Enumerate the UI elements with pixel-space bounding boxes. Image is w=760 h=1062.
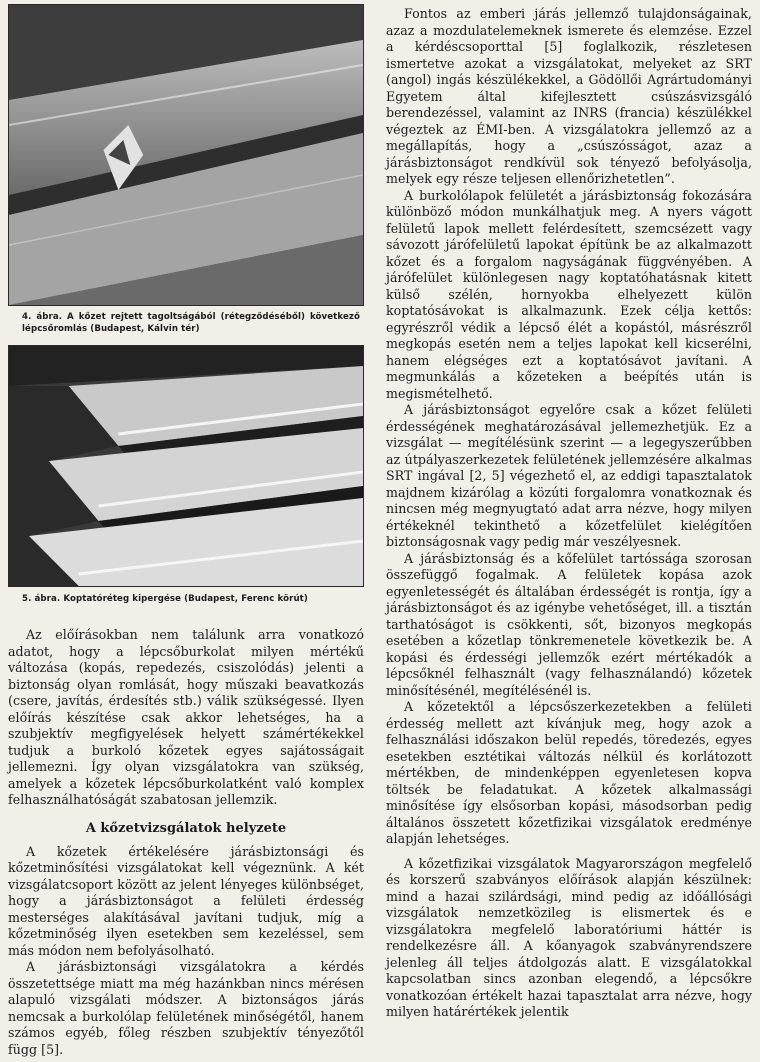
paragraph: A járásbiztonsági vizsgálatokra a kérdés összetettsége miatt ma még hazánkban nincs mérésen alapuló vizsgálati módszer. A biztonságos járás nemcsak a burkolólap felületének minőségétől, hanem számos egyéb, főleg részben szubjektív tényezőtől függ [5].: [8, 959, 364, 1057]
figure-4-photo: [8, 4, 364, 306]
left-text-body: [8, 627, 364, 1058]
paragraph: A burkolólapok felületét a járásbiztonság fokozására különböző módon munkálhatjuk meg. A nyers vágott felületű lapok mellett felérdesített, szemcsézett vagy sávozott járófelületű lapokat építünk be az alkalmazott kőzet és a forgalom nagyságának függvényében. A járófelület különlegesen nagy koptatóhatásnak kitett külső szélén, hornyokba elhelyezett külön koptatósávokat is alkalmazunk. Ezek célja kettős: egyrészről védik a lépcső élét a kopástól, másrészről megkopás esetén nem a teljes lapokat kell kicserélni, hanem elégséges ezt a koptatósávot javítani. A megmunkálás a kőzeteken a beépítés után is megismételhető.: [386, 187, 752, 401]
figure-5-photo: [8, 345, 364, 587]
figure-4-caption: 4. ábra. A kőzet rejtett tagoltságából (rétegződéséből) következő lépcsőromlás (Budapest, Kálvin tér): [22, 312, 360, 334]
paragraph: Fontos az emberi járás jellemző tulajdonságainak, azaz a mozdulatelemeknek ismerete és elemzése. Ezzel a kérdéscsoporttal [5] foglalkozik, részletesen ismertetve azokat a vizsgálatokat, melyeket az SRT (angol) ingás készülékekkel, a Gödöllői Agrártudományi Egyetem által kifejlesztett csúszásvizsgáló berendezéssel, valamint az INRS (francia) készülékkel végeztek az ÉMI-ben. A vizsgálatokra jellemző az a megállapítás, hogy a „csúszósságot, azaz a járásbiztonságot rendkívül sok tényező befolyásolja, melyek egy része teljesen ellenőrizhetetlen”.: [386, 6, 752, 186]
stair-wear-photo: [9, 346, 363, 586]
section-heading: A kőzetvizsgálatok helyzete: [85, 820, 287, 836]
paragraph: A járásbiztonság és a kőfelület tartóssága szorosan összefüggő fogalmak. A felületek kopása azok egyenletességét és általában érdességét is rontja, így a járásbiztonságot és az igénybe vehetőséget, ill. a tisztán tarthatóságot is csökkenti, sőt, bizonyos megkopás esetében a kőzetlap tönkremenetele következik be. A kopási és érdességi jellemzők ezért mértékadók a lépcsőknél felhasznált (vagy felhasználandó) kőzetek minősítésénél, megítélésénél is.: [386, 550, 752, 698]
stair-damage-photo: [9, 5, 363, 305]
left-column: [0, 0, 372, 1058]
figure-5-caption: 5. ábra. Koptatóréteg kipergése (Budapest, Ferenc körút): [22, 594, 308, 604]
paragraph: Az előírásokban nem találunk arra vonatkozó adatot, hogy a lépcsőburkolat milyen mértékű változása (kopás, repedezés, csiszolódás) jelenti a biztonság olyan romlását, hogy műszaki beavatkozás (csere, javítás, érdesítés stb.) válik szükségessé. Ilyen előírás készítése csak akkor lehetséges, ha a szubjektív megfigyelések helyett számértékekkel tudjuk a burkoló kőzetek egyes sajátosságait jellemezni. Így olyan vizsgálatokra van szükség, amelyek a kőzetek lépcsőburkolatként való komplex felhasználhatóságát szabatosan jellemzik.: [8, 627, 364, 807]
paragraph: A kőzetektől a lépcsőszerkezetekben a felületi érdesség mellett azt kívánjuk meg, hogy azok a felhasználási időszakon belül repedés, töredezés, egyes esetekben esztétikai változás nélkül és korlátozott mértékben, de mindenképpen egyenletesen kopva töltsék be feladatukat. A kőzetek alkalmassági minősítése így elsősorban kopási, másodsorban pedig általános összetett kőzetfizikai vizsgálatok eredménye alapján lehetséges.: [386, 699, 752, 846]
paragraph: A kőzetfizikai vizsgálatok Magyarországon megfelelő és korszerű szabványos előírások alapján készülnek: mind a hazai szilárdsági, mind pedig az időállósági vizsgálatok nemzetközileg is elismertek és e vizsgálatokra megfelelő laboratóriumi háttér is rendelkezésre áll. A kőanyagok szabványrendszere jelenleg áll teljes átdolgozás alatt. E vizsgálatokkal kapcsolatban sincs azonban elegendő, a lépcsőkre vonatkozóan értékelt hazai tapasztalat arra nézve, hogy milyen határértékek jelentik: [386, 855, 752, 1019]
paragraph: A járásbiztonságot egyelőre csak a kőzet felületi érdességének meghatározásával jellemezhetjük. Ez a vizsgálat — megítélésünk szerint — a legegyszerűbben az útpályaszerkezetek felületének jellemzésére alkalmas SRT ingával [2, 5] végezhető el, az eddigi tapasztalatok majdnem kizárólag a közúti forgalomra vonatkoznak és nincsen még megnyugtató adat arra nézve, hogy milyen értékeknél tekinthető a kőzetfelület kielégítően biztonságosnak vagy pedig már veszélyesnek.: [386, 402, 752, 549]
paragraph: A kőzetek értékelésére járásbiztonsági és kőzetminősítési vizsgálatokat kell végeznünk. A két vizsgálatcsoport között az jelent lényeges különbséget, hogy a járásbiztonságot a felületi érdesség mesterséges alakításával javítani tudjuk, míg a kőzetminőség ilyen esetekben sem kezeléssel, sem más módon nem befolyásolható.: [8, 843, 364, 958]
right-column: [386, 6, 752, 1021]
